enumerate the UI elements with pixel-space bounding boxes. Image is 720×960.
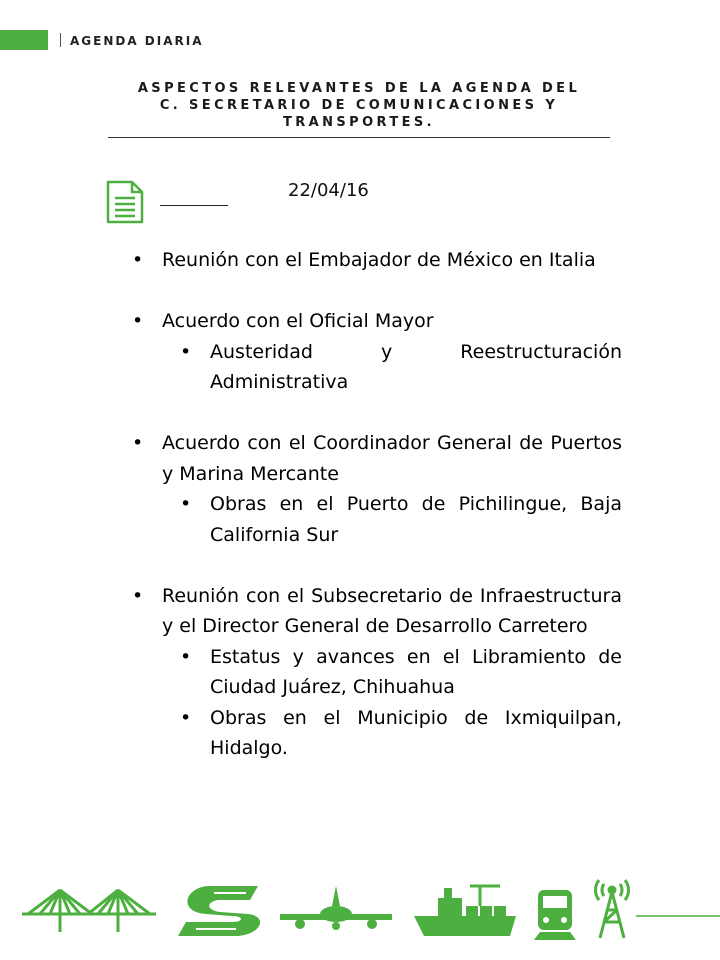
transport-icons-footer bbox=[0, 876, 720, 946]
agenda-date: 22/04/16 bbox=[288, 180, 369, 201]
road-icon bbox=[178, 886, 260, 936]
list-item: • Reunión con el Embajador de México en Italia bbox=[130, 245, 622, 276]
header-divider bbox=[60, 33, 61, 47]
list-subitem: • Obras en el Puerto de Pichilingue, Baja California Sur bbox=[130, 489, 622, 550]
page-title-line-2: C. SECRETARIO DE COMUNICACIONES Y bbox=[159, 98, 559, 113]
page-title bbox=[108, 80, 610, 131]
title-rule bbox=[108, 137, 610, 138]
list-item: • Reunión con el Subsecretario de Infraestructura y el Director General de Desarrollo Carretero bbox=[130, 581, 622, 642]
antenna-tower-icon bbox=[595, 880, 628, 938]
bridge-icon bbox=[22, 890, 156, 932]
section-label: AGENDA DIARIA bbox=[70, 34, 204, 48]
list-subitem: • Obras en el Municipio de Ixmiquilpan, Hidalgo. bbox=[130, 703, 622, 764]
cargo-ship-icon bbox=[414, 886, 516, 936]
page-title-line-3: TRANSPORTES. bbox=[282, 115, 436, 130]
list-subitem: • Austeridad y Reestructuración Administrativa bbox=[130, 337, 622, 398]
train-icon bbox=[534, 890, 576, 940]
list-item: • Acuerdo con el Oficial Mayor bbox=[130, 306, 622, 337]
list-item: • Acuerdo con el Coordinador General de Puertos y Marina Mercante bbox=[130, 428, 622, 489]
document-icon bbox=[106, 180, 146, 224]
date-underline bbox=[160, 205, 228, 206]
airplane-icon bbox=[280, 886, 392, 930]
header-accent-bar bbox=[0, 30, 48, 50]
list-subitem: • Estatus y avances en el Libramiento de Ciudad Juárez, Chihuahua bbox=[130, 642, 622, 703]
agenda-list bbox=[130, 245, 622, 764]
page-title-line-1: ASPECTOS RELEVANTES DE LA AGENDA DEL bbox=[137, 81, 581, 96]
